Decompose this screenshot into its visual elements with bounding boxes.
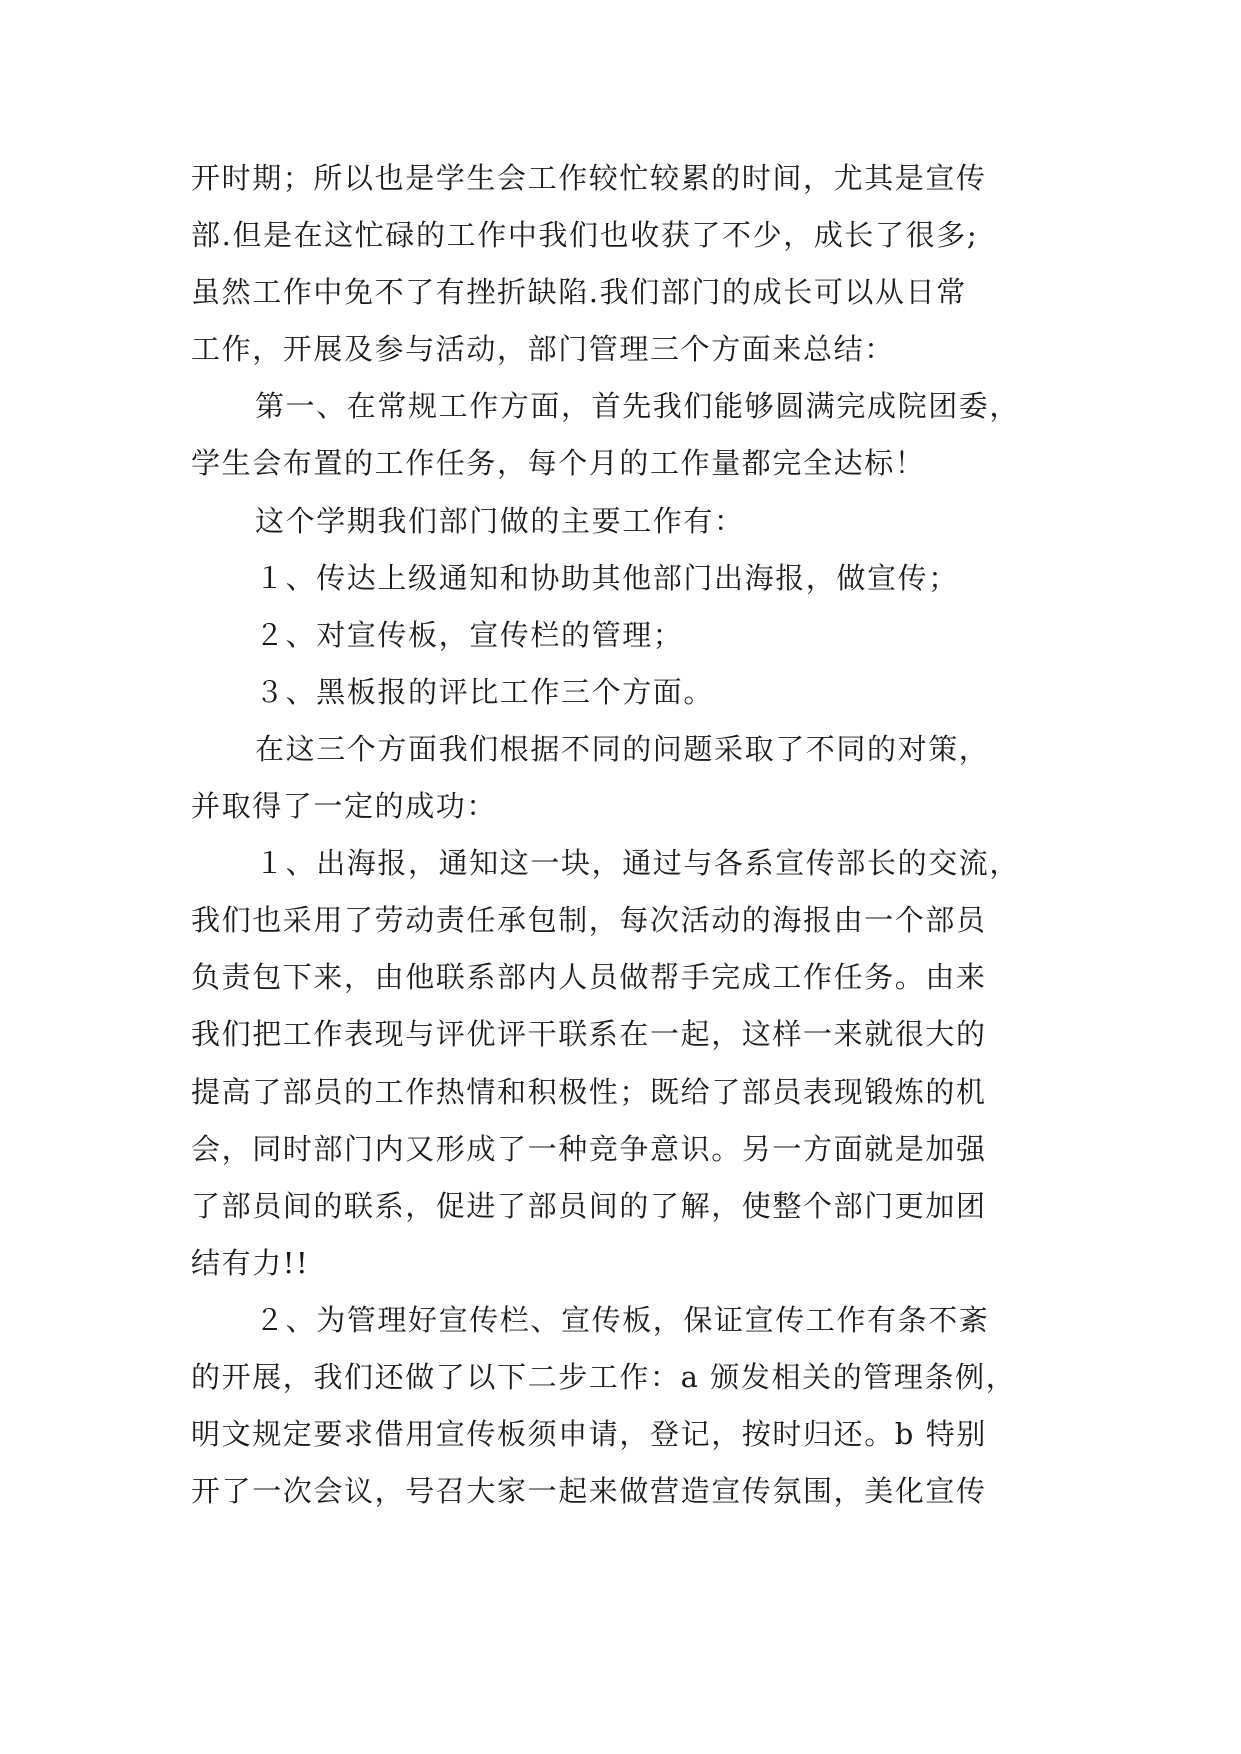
text-line: 虽然工作中免不了有挫折缺陷.我们部门的成长可以从日常	[191, 275, 967, 310]
paragraph-first-line: ２、为管理好宣传栏、宣传板，保证宣传工作有条不紊	[255, 1302, 990, 1337]
list-item: ２、对宣传板，宣传栏的管理；	[255, 617, 684, 652]
text-line: 明文规定要求借用宣传板须申请，登记，按时归还。b 特别	[191, 1417, 987, 1452]
text-line: 学生会布置的工作任务，每个月的工作量都完全达标！	[191, 446, 926, 481]
text-line: 了部员间的联系，促进了部员间的了解，使整个部门更加团	[191, 1188, 987, 1223]
text-line: 负责包下来，由他联系部内人员做帮手完成工作任务。由来	[191, 960, 987, 995]
text-line: 会，同时部门内又形成了一种竞争意识。另一方面就是加强	[191, 1131, 987, 1166]
paragraph-first-line: 第一、在常规工作方面，首先我们能够圆满完成院团委，	[255, 389, 1021, 424]
paragraph-first-line: 在这三个方面我们根据不同的问题采取了不同的对策，	[255, 731, 990, 766]
text-line: 结有力!!	[191, 1245, 310, 1280]
text-line: 我们也采用了劳动责任承包制，每次活动的海报由一个部员	[191, 903, 987, 938]
paragraph-first-line: 这个学期我们部门做的主要工作有：	[255, 503, 745, 538]
paragraph-first-line: １、出海报，通知这一块，通过与各系宣传部长的交流，	[255, 846, 1021, 881]
document-body	[191, 150, 1051, 1520]
text-line: 部.但是在这忙碌的工作中我们也收获了不少，成长了很多;	[191, 218, 979, 253]
text-line: 的开展，我们还做了以下二步工作：a 颁发相关的管理条例，	[191, 1359, 1017, 1394]
text-line: 提高了部员的工作热情和积极性；既给了部员表现锻炼的机	[191, 1074, 987, 1109]
list-item: ３、黑板报的评比工作三个方面。	[255, 674, 715, 709]
text-line: 并取得了一定的成功：	[191, 789, 498, 824]
text-line: 我们把工作表现与评优评干联系在一起，这样一来就很大的	[191, 1017, 987, 1052]
text-line: 工作，开展及参与活动，部门管理三个方面来总结：	[191, 332, 895, 367]
text-line: 开了一次会议，号召大家一起来做营造宣传氛围，美化宣传	[191, 1474, 987, 1509]
text-line: 开时期；所以也是学生会工作较忙较累的时间，尤其是宣传	[191, 161, 987, 195]
list-item: １、传达上级通知和协助其他部门出海报，做宣传；	[255, 560, 959, 595]
